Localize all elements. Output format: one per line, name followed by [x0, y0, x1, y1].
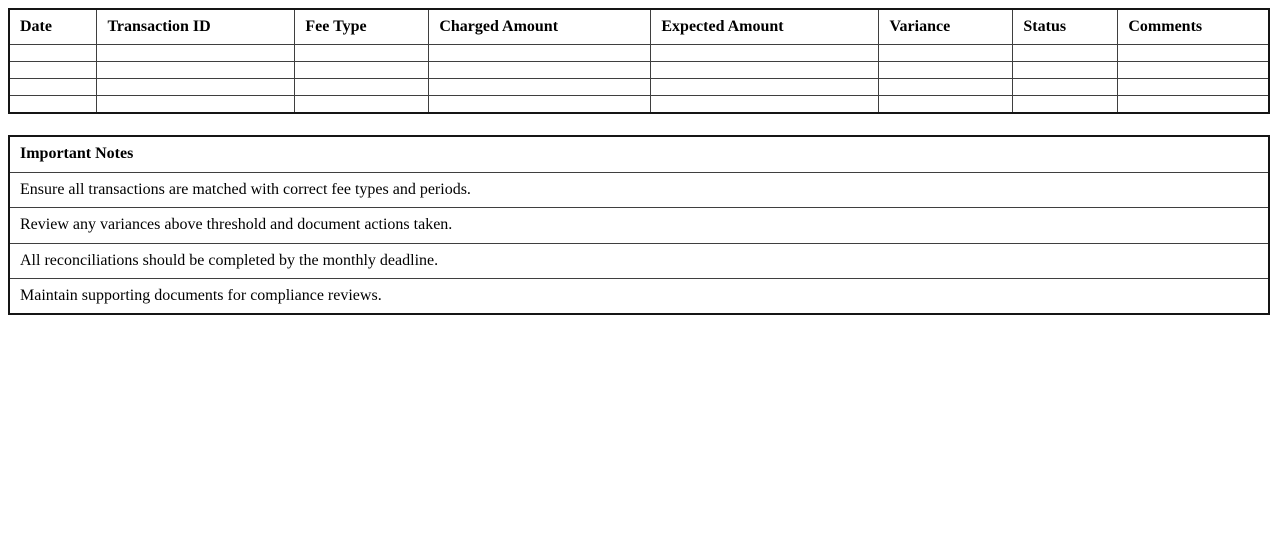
empty-cell [879, 62, 1013, 79]
column-header-fee-type: Fee Type [295, 9, 429, 45]
empty-cell [9, 45, 97, 62]
important-notes-table [8, 135, 1270, 315]
note-row [9, 208, 1269, 243]
empty-cell [1013, 45, 1118, 62]
empty-cell [651, 96, 879, 114]
column-header-date: Date [9, 9, 97, 45]
empty-cell [295, 62, 429, 79]
empty-cell [1013, 62, 1118, 79]
empty-data-row [9, 62, 1269, 79]
document-page [8, 8, 1270, 315]
empty-cell [295, 96, 429, 114]
empty-cell [1118, 96, 1269, 114]
empty-cell [651, 62, 879, 79]
column-header-transaction-id: Transaction ID [97, 9, 295, 45]
empty-cell [9, 79, 97, 96]
empty-cell [97, 45, 295, 62]
empty-cell [1013, 79, 1118, 96]
empty-cell [429, 45, 651, 62]
empty-cell [429, 62, 651, 79]
empty-cell [1118, 79, 1269, 96]
note-row [9, 278, 1269, 314]
fee-reconciliation-table [8, 8, 1270, 114]
empty-data-row [9, 45, 1269, 62]
notes-header-row [9, 136, 1269, 172]
empty-cell [879, 96, 1013, 114]
note-text: Ensure all transactions are matched with correct fee types and periods. [9, 172, 1269, 207]
fee-table-header-row [9, 9, 1269, 45]
empty-cell [879, 45, 1013, 62]
empty-cell [429, 79, 651, 96]
note-text: All reconciliations should be completed by the monthly deadline. [9, 243, 1269, 278]
empty-cell [97, 96, 295, 114]
empty-cell [1118, 45, 1269, 62]
column-header-variance: Variance [879, 9, 1013, 45]
column-header-status: Status [1013, 9, 1118, 45]
note-row [9, 243, 1269, 278]
empty-cell [97, 79, 295, 96]
note-text: Maintain supporting documents for compliance reviews. [9, 278, 1269, 314]
column-header-charged-amount: Charged Amount [429, 9, 651, 45]
empty-data-row [9, 96, 1269, 114]
empty-cell [9, 62, 97, 79]
empty-cell [879, 79, 1013, 96]
column-header-expected-amount: Expected Amount [651, 9, 879, 45]
empty-cell [1013, 96, 1118, 114]
notes-header: Important Notes [9, 136, 1269, 172]
column-header-comments: Comments [1118, 9, 1269, 45]
empty-cell [9, 96, 97, 114]
empty-cell [1118, 62, 1269, 79]
note-text: Review any variances above threshold and document actions taken. [9, 208, 1269, 243]
empty-data-row [9, 79, 1269, 96]
empty-cell [97, 62, 295, 79]
empty-cell [651, 45, 879, 62]
empty-cell [295, 45, 429, 62]
note-row [9, 172, 1269, 207]
empty-cell [429, 96, 651, 114]
empty-cell [651, 79, 879, 96]
empty-cell [295, 79, 429, 96]
